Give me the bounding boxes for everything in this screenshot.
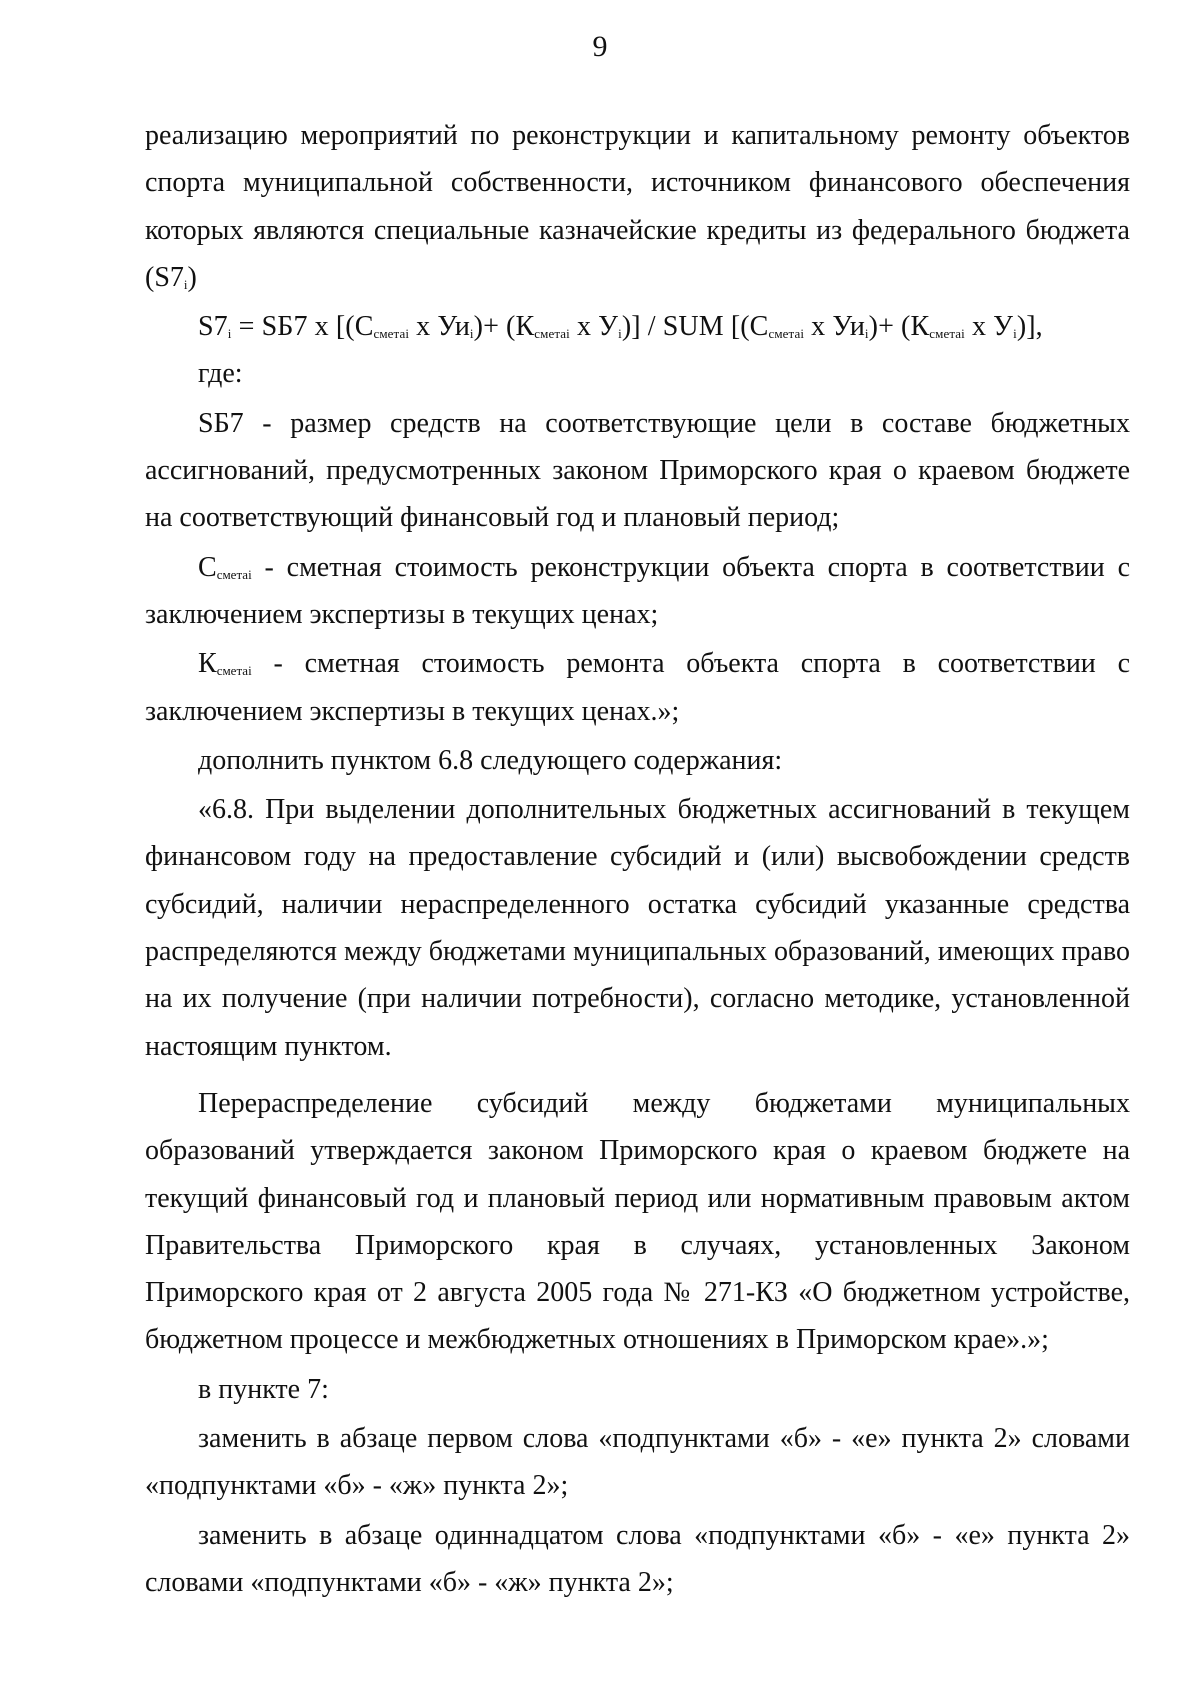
formula-part: )+ (К — [473, 311, 535, 343]
paragraph-redistribution: Перераспределение субсидий между бюджетами муниципальных образований утверждается законом Приморского края о краевом бюджете на текущий финансовый год и плановый период или нормативным правовым актом Правительства Приморского края в случаях, установленных Законом Приморского края от 2 августа 2005 года № 271-КЗ «О бюджетном устройстве, бюджетном процессе и межбюджетных отношениях в Приморском крае».»; — [145, 1087, 1130, 1356]
formula-sub: i — [1013, 326, 1017, 342]
supplement-instruction: дополнить пунктом 6.8 следующего содержания: — [198, 744, 783, 776]
formula-sub: сметаi — [768, 326, 805, 342]
formula-part: S7 — [198, 311, 228, 343]
formula-sub: i — [469, 326, 474, 342]
formula-part: x Уи — [804, 311, 865, 343]
paragraph-replace-eleventh: заменить в абзаце одиннадцатом слова «подпунктами «б» - «е» пункта 2» словами «подпунктами «б» - «ж» пункта 2»; — [145, 1519, 1130, 1598]
formula-sub: i — [227, 326, 232, 342]
page-number: 9 — [592, 30, 608, 63]
formula-sub: сметаi — [373, 326, 410, 342]
definition-text: - сметная стоимость реконструкции объекта спорта в соответствии с заключением экспертизы в текущих ценах; — [145, 551, 1130, 630]
definition-c-smeta — [145, 544, 1130, 639]
definition-sub: сметаi — [216, 663, 252, 679]
formula-part: x У — [569, 311, 619, 343]
paragraph-item-7: в пункте 7: — [198, 1373, 329, 1405]
definition-symbol: К — [198, 648, 217, 680]
definition-k-smeta — [145, 640, 1130, 735]
formula-part: )] / SUM [(C — [621, 311, 769, 343]
definition-sb7: SБ7 - размер средств на соответствующие цели в составе бюджетных ассигнований, предусмотренных законом Приморского края о краевом бюджете на соответствующий финансовый год и плановый период; — [145, 407, 1130, 534]
subscript-i: i — [183, 276, 188, 292]
formula-part: x Уи — [409, 311, 470, 343]
where-label: где: — [198, 358, 243, 390]
paragraph-intro — [145, 112, 1130, 301]
paragraph-replace-first: заменить в абзаце первом слова «подпунктами «б» - «е» пункта 2» словами «подпунктами «б» - «ж» пункта 2»; — [145, 1423, 1130, 1502]
formula-part: )+ (К — [868, 311, 930, 343]
document-body — [145, 112, 1130, 1606]
formula-sub: сметаi — [534, 326, 570, 342]
definition-symbol: C — [198, 551, 217, 583]
formula-part: )], — [1016, 311, 1043, 343]
formula-sub: i — [864, 326, 869, 342]
formula-sub: сметаi — [929, 326, 965, 342]
definition-sub: сметаi — [216, 566, 252, 582]
formula-part: x У — [964, 311, 1014, 343]
paragraph-intro-close: ) — [187, 261, 197, 293]
formula-part: = SБ7 x [(C — [231, 311, 374, 343]
paragraph-6-8: «6.8. При выделении дополнительных бюджетных ассигнований в текущем финансовом году на предоставление субсидий и (или) высвобождении средств субсидий, наличии нераспределенного остатка субсидий указанные средства распределяются между бюджетами муниципальных образований, имеющих право на их получение (при наличии потребности), согласно методике, установленной настоящим пунктом. — [145, 794, 1130, 1062]
paragraph-intro-text: реализацию мероприятий по реконструкции и капитальному ремонту объектов спорта муниципальной собственности, источником финансового обеспечения которых являются специальные казначейские кредиты из федерального бюджета (S7 — [145, 120, 1130, 293]
formula-s7 — [145, 303, 1130, 350]
definition-text: - сметная стоимость ремонта объекта спорта в соответствии с заключением экспертизы в текущих ценах.»; — [145, 648, 1130, 727]
formula-sub: i — [618, 326, 622, 342]
